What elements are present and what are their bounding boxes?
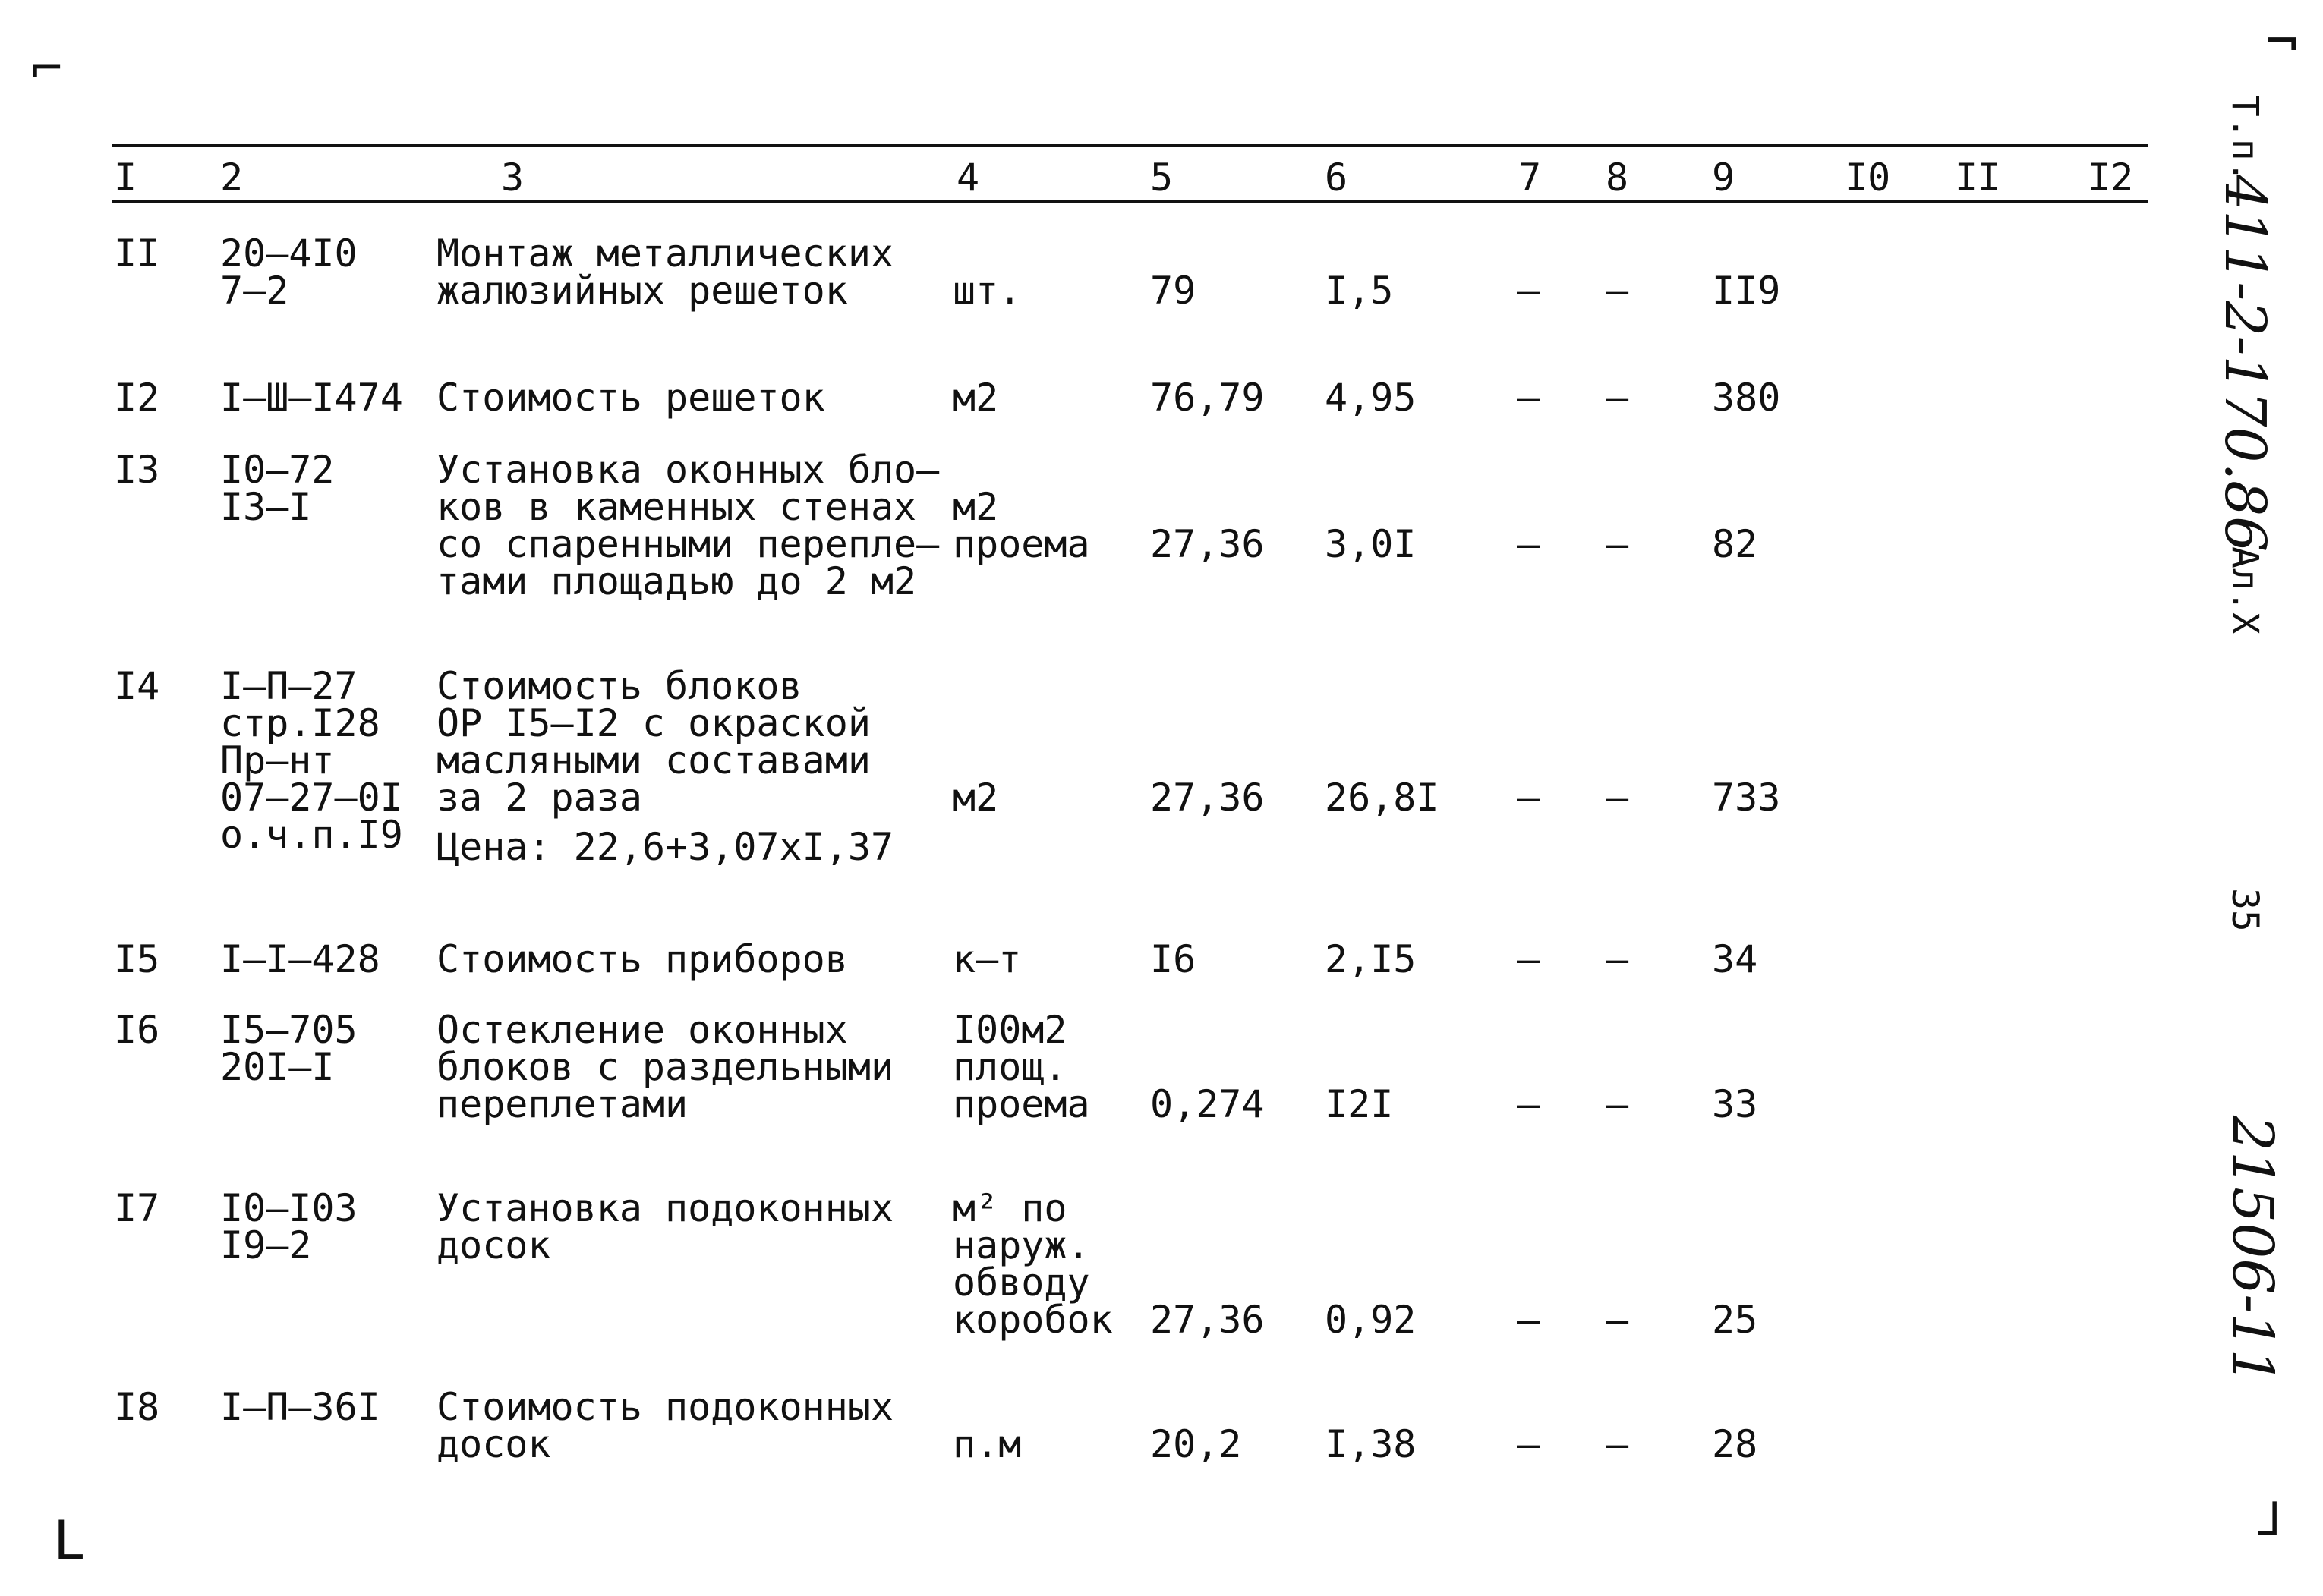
- row-code-line: I3–I: [220, 485, 312, 529]
- row-description-line: досок: [437, 1422, 551, 1466]
- row-quantity: I6: [1150, 937, 1196, 981]
- row-price-note: Цена: 22,6+3,07хI,37: [437, 825, 894, 869]
- header-bottom-rule: [112, 200, 2148, 203]
- row-number: I3: [114, 448, 160, 492]
- row-unit-line: наруж.: [953, 1223, 1090, 1267]
- row-col7: –: [1517, 1422, 1540, 1466]
- row-col8: –: [1606, 1298, 1629, 1342]
- header-top-rule: [112, 144, 2148, 147]
- row-quantity: 76,79: [1150, 376, 1265, 420]
- row-col7: –: [1517, 1298, 1540, 1342]
- row-description-line: Стоимость приборов: [437, 937, 848, 981]
- crop-mark-top-left: ⌐: [30, 37, 63, 99]
- row-description-line: досок: [437, 1223, 551, 1267]
- row-col7: –: [1517, 937, 1540, 981]
- row-description-line: масляными составами: [437, 738, 871, 782]
- header-col-10: I0: [1845, 156, 1891, 200]
- row-total: 28: [1712, 1422, 1758, 1466]
- crop-mark-top-right: ¬: [2266, 11, 2299, 73]
- row-total: 82: [1712, 522, 1758, 566]
- row-unit-line: площ.: [953, 1045, 1067, 1089]
- crop-mark-bottom-left: L: [53, 1509, 86, 1572]
- doc-number: 411-2-170.86: [2212, 175, 2277, 552]
- row-code-line: I–I–428: [220, 937, 380, 981]
- header-col-6: 6: [1325, 156, 1348, 200]
- row-col8: –: [1606, 1082, 1629, 1126]
- row-code-line: о.ч.п.I9: [220, 813, 403, 857]
- row-col8: –: [1606, 376, 1629, 420]
- header-col-1: I: [114, 156, 137, 200]
- row-description-line: Стоимость подоконных: [437, 1385, 894, 1429]
- row-unit-price: I2I: [1325, 1082, 1394, 1126]
- row-col7: –: [1517, 376, 1540, 420]
- row-total: 33: [1712, 1082, 1758, 1126]
- row-code-line: I0–72: [220, 448, 335, 492]
- row-description-line: Монтаж металлических: [437, 231, 894, 275]
- row-description-line: ков в каменных стенах: [437, 485, 917, 529]
- row-total: 733: [1712, 776, 1781, 820]
- row-code-line: I–П–27: [220, 664, 358, 708]
- row-code-line: I0–I03: [220, 1186, 358, 1230]
- header-col-12: I2: [2088, 156, 2134, 200]
- row-unit-line: м2: [953, 776, 999, 820]
- row-col7: –: [1517, 522, 1540, 566]
- row-description-line: переплетами: [437, 1082, 689, 1126]
- row-description-line: Остекление оконных: [437, 1008, 848, 1052]
- header-col-3: 3: [501, 156, 525, 200]
- row-unit-line: м2: [953, 485, 999, 529]
- row-unit-line: проема: [953, 522, 1090, 566]
- header-col-5: 5: [1150, 156, 1174, 200]
- row-unit-price: 26,8I: [1325, 776, 1439, 820]
- row-unit-price: 4,95: [1325, 376, 1417, 420]
- row-code-line: I9–2: [220, 1223, 312, 1267]
- row-code-line: стр.I28: [220, 701, 380, 745]
- row-number: I7: [114, 1186, 160, 1230]
- row-unit-line: шт.: [953, 269, 1022, 313]
- row-description-line: со спаренными перепле–: [437, 522, 940, 566]
- row-unit-line: к–т: [953, 937, 1022, 981]
- row-col8: –: [1606, 522, 1629, 566]
- row-unit-price: 0,92: [1325, 1298, 1417, 1342]
- doc-prefix: Т.п.: [2224, 95, 2266, 183]
- archive-number: 21506-11: [2220, 1116, 2285, 1385]
- row-unit-line: м² по: [953, 1186, 1067, 1230]
- row-code-line: 07–27–0I: [220, 776, 403, 820]
- row-number: I6: [114, 1008, 160, 1052]
- row-number: I5: [114, 937, 160, 981]
- row-col7: –: [1517, 776, 1540, 820]
- row-description-line: за 2 раза: [437, 776, 642, 820]
- row-code-line: I5–705: [220, 1008, 358, 1052]
- row-col8: –: [1606, 937, 1629, 981]
- header-col-9: 9: [1712, 156, 1735, 200]
- row-unit-line: м2: [953, 376, 999, 420]
- row-code-line: 20I–I: [220, 1045, 335, 1089]
- row-unit-line: обводу: [953, 1261, 1090, 1305]
- row-quantity: 0,274: [1150, 1082, 1265, 1126]
- row-unit-line: п.м: [953, 1422, 1022, 1466]
- row-quantity: 20,2: [1150, 1422, 1242, 1466]
- row-total: 34: [1712, 937, 1758, 981]
- row-description-line: блоков с раздельными: [437, 1045, 894, 1089]
- row-code-line: Пр–нт: [220, 738, 335, 782]
- header-col-8: 8: [1606, 156, 1629, 200]
- row-quantity: 27,36: [1150, 1298, 1265, 1342]
- row-description-line: жалюзийных решеток: [437, 269, 848, 313]
- row-number: I2: [114, 376, 160, 420]
- row-unit-price: I,5: [1325, 269, 1394, 313]
- row-col8: –: [1606, 269, 1629, 313]
- row-description-line: тами площадью до 2 м2: [437, 559, 917, 603]
- row-code-line: 20–4I0: [220, 231, 358, 275]
- header-col-2: 2: [220, 156, 244, 200]
- crop-mark-bottom-right: ┘: [2258, 1502, 2291, 1564]
- album-label: Ал.Х: [2224, 546, 2266, 634]
- row-col7: –: [1517, 269, 1540, 313]
- row-description-line: ОР I5–I2 с окраской: [437, 701, 871, 745]
- row-total: 25: [1712, 1298, 1758, 1342]
- row-number: I4: [114, 664, 160, 708]
- row-description-line: Установка подоконных: [437, 1186, 894, 1230]
- header-col-4: 4: [957, 156, 980, 200]
- row-quantity: 27,36: [1150, 522, 1265, 566]
- row-description-line: Стоимость блоков: [437, 664, 802, 708]
- row-unit-price: 2,I5: [1325, 937, 1417, 981]
- row-total: II9: [1712, 269, 1781, 313]
- header-col-7: 7: [1518, 156, 1542, 200]
- row-unit-line: I00м2: [953, 1008, 1067, 1052]
- row-unit-line: коробок: [953, 1298, 1113, 1342]
- row-unit-price: 3,0I: [1325, 522, 1417, 566]
- row-code-line: I–Ш–I474: [220, 376, 403, 420]
- row-unit-line: проема: [953, 1082, 1090, 1126]
- row-code-line: 7–2: [220, 269, 289, 313]
- row-code-line: I–П–36I: [220, 1385, 380, 1429]
- row-quantity: 79: [1150, 269, 1196, 313]
- page-number: 35: [2224, 888, 2266, 932]
- row-description-line: Стоимость решеток: [437, 376, 825, 420]
- row-total: 380: [1712, 376, 1781, 420]
- row-col7: –: [1517, 1082, 1540, 1126]
- row-col8: –: [1606, 776, 1629, 820]
- row-unit-price: I,38: [1325, 1422, 1417, 1466]
- row-description-line: Установка оконных бло–: [437, 448, 940, 492]
- row-quantity: 27,36: [1150, 776, 1265, 820]
- row-number: II: [114, 231, 160, 275]
- row-number: I8: [114, 1385, 160, 1429]
- header-col-11: II: [1955, 156, 2001, 200]
- row-col8: –: [1606, 1422, 1629, 1466]
